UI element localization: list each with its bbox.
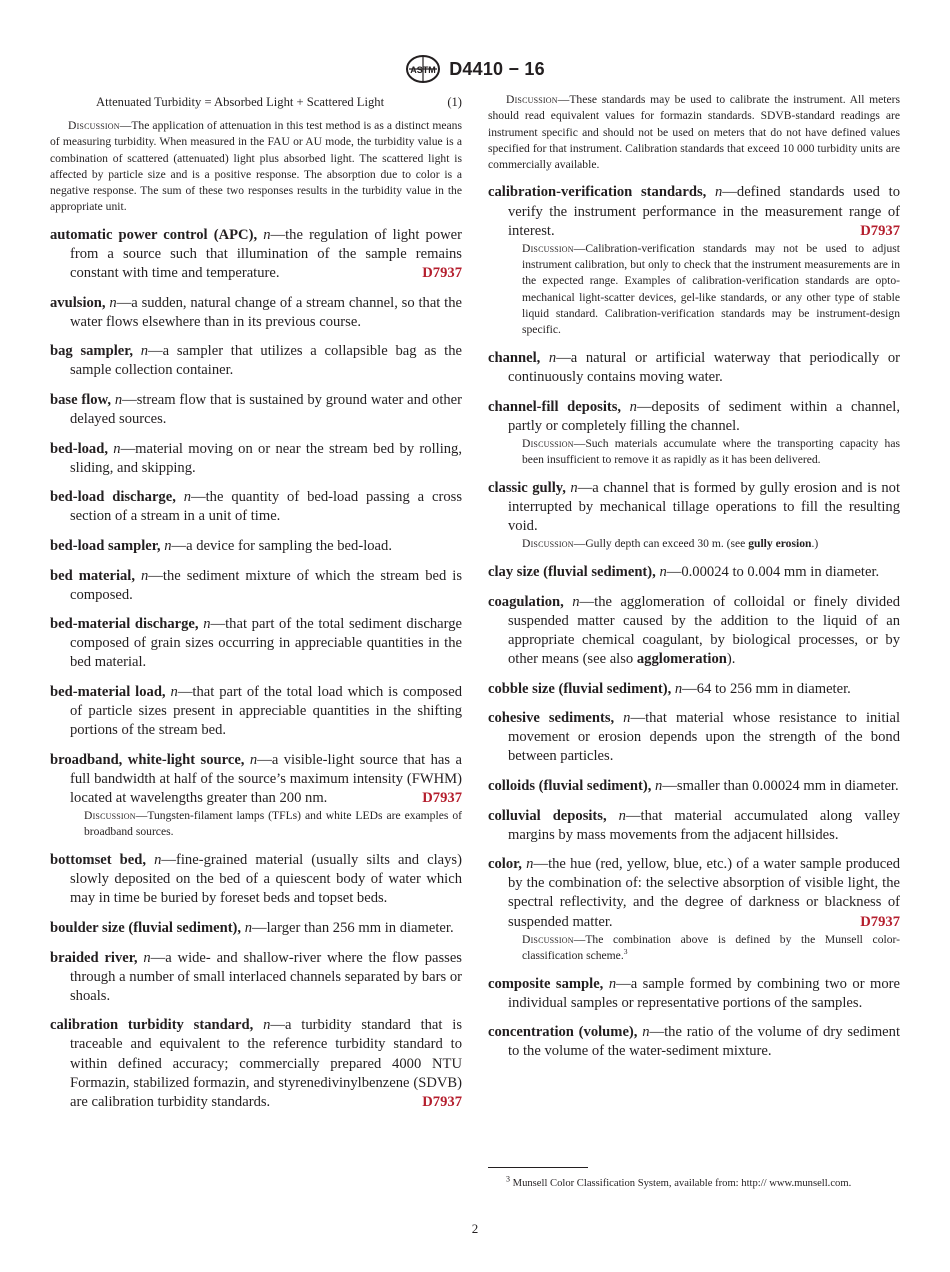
left-column [50, 93, 462, 1122]
part-of-speech: n [655, 777, 663, 794]
definition: —a visible-light source that has a full bandwidth at half of the source’s maximum intensity (FWHM) located at wavelengths greater than 200 nm. [70, 751, 462, 807]
term: cobble size (fluvial sediment), [488, 680, 672, 697]
glossary-entry [488, 183, 900, 240]
right-column [488, 93, 900, 1072]
standard-reference: D7937 [860, 913, 900, 930]
term: broadband, white-light source, [50, 751, 245, 768]
standard-reference: D7937 [422, 1093, 462, 1110]
term: coagulation, [488, 593, 564, 610]
definition: —a turbidity standard that is traceable and equivalent to the reference turbidity standard to within defined accuracy; commercially prepared 4000 NTU Formazin, stabilized formazin, and styrenedivinylbenzene (SDVB) are calibration turbidity standards. [70, 1017, 462, 1110]
discussion-note [488, 932, 900, 965]
glossary-entry [488, 680, 900, 699]
part-of-speech: n [244, 920, 253, 936]
discussion-text-end: .) [811, 537, 819, 551]
part-of-speech: n [249, 751, 258, 768]
definition: —stream flow that is sustained by ground water and other delayed sources. [70, 391, 463, 428]
definition: —the hue (red, yellow, blue, etc.) of a water sample produced by the combination of: the selective absorption of visible light, the spectral reflectivity, and the degree of darkness or blackness of suspended matter. [508, 856, 900, 930]
term: base flow, [50, 391, 111, 408]
part-of-speech: n [659, 564, 667, 581]
discussion-label: Discussion [68, 119, 120, 132]
cross-reference: gully erosion [748, 537, 812, 551]
svg-text:ASTM: ASTM [410, 65, 436, 75]
definition-end: ). [726, 650, 736, 667]
part-of-speech: n [715, 184, 723, 201]
definition: —a sampler that utilizes a collapsible bag as the sample collection container. [70, 343, 462, 379]
definition: —deposits of sediment within a channel, partly or completely filling the channel. [508, 398, 900, 434]
term: automatic power control (APC), [50, 226, 258, 243]
glossary-entry [50, 751, 462, 808]
definition: —a channel that is formed by gully erosion and is not interrupted by mechanical tillage operations to fill the resulting void. [508, 480, 900, 535]
part-of-speech: n [183, 489, 192, 506]
glossary-entry [488, 479, 900, 536]
equation-text: Attenuated Turbidity = Absorbed Light + Scattered Light [96, 95, 385, 109]
glossary-entry [488, 398, 900, 436]
term: bag sampler, [50, 343, 134, 360]
part-of-speech: n [572, 593, 580, 610]
term: channel-fill deposits, [488, 398, 622, 415]
definition: —material moving on or near the stream bed by rolling, sliding, and skipping. [70, 440, 462, 476]
glossary-entry [50, 440, 462, 478]
part-of-speech: n [143, 949, 151, 966]
glossary-entry [50, 294, 462, 332]
definition: —that material whose resistance to initial movement or erosion depends upon the strength of the bond between particles. [508, 710, 901, 765]
glossary-entry [488, 807, 900, 845]
term: cohesive sediments, [488, 710, 615, 727]
part-of-speech: n [203, 616, 211, 633]
page-header [0, 52, 950, 86]
standard-reference: D7937 [422, 790, 462, 807]
page-number: 2 [471, 1221, 479, 1236]
part-of-speech: n [548, 350, 557, 367]
definition: —that part of the total sediment discharge composed of grain sizes occurring in appreciable quantities in the bed material. [70, 616, 462, 671]
definition: —a natural or artificial waterway that periodically or continuously contains moving water. [508, 350, 900, 386]
discussion-note [50, 808, 462, 841]
term: bottomset bed, [50, 852, 147, 869]
glossary-entry [488, 975, 900, 1013]
glossary-entry [50, 949, 462, 1006]
equation-1 [50, 93, 462, 114]
left-term-list [50, 226, 462, 1112]
glossary-entry [50, 537, 462, 556]
discussion-text: —Calibration-verification standards may not be used to adjust instrument calibration, but only to check that the instrument measurements are in the expected range. Examples of calibration-verification standards are opto-mechanical light-scatter devices, gel-like standards, or any other type of stable liquid standard. Calibration-verification standards may be instrument-design specific. [522, 241, 900, 337]
part-of-speech: n [629, 398, 637, 415]
right-term-list [488, 183, 900, 1061]
part-of-speech: n [570, 480, 578, 497]
part-of-speech: n [140, 343, 149, 360]
part-of-speech: n [618, 807, 626, 824]
term: channel, [488, 350, 541, 367]
discussion-attenuation: Discussion—The application of attenuation in this test method is as a distinct means of measuring turbidity. When measured in the FAU or AU mode, the turbidity value is a combination of scattered (attenuated) light plus absorbed light. The scattered light is affected by particle size and is a positive response. The absorption due to color is a negative response. The sum of these two responses results in the turbidity value in the appropriate unit. [50, 119, 462, 214]
part-of-speech: n [164, 538, 172, 554]
discussion-standards: Discussion—These standards may be used to calibrate the instrument. All meters should read equivalent values for formazin standards. SDVB-standard readings are instrument specific and should not be used on meters that do not have defined values specified for that instrument. Calibration standards that exceed 10 000 turbidity units are commercially available. [488, 93, 900, 172]
part-of-speech: n [114, 391, 123, 408]
discussion-text: —Such materials accumulate where the transporting capacity has been insufficient to remove it as rapidly as it has been delivered. [522, 436, 900, 467]
cross-reference: agglomeration [636, 650, 727, 667]
discussion-note [488, 536, 900, 552]
part-of-speech: n [526, 856, 534, 873]
discussion-label: Discussion [506, 93, 558, 106]
definition: —a sudden, natural change of a stream channel, so that the water flows elsewhere than in its previous course. [70, 294, 463, 330]
term: bed-load sampler, [50, 538, 161, 554]
glossary-entry [50, 615, 462, 672]
part-of-speech: n [113, 440, 121, 457]
term: calibration-verification standards, [488, 184, 707, 201]
term: clay size (fluvial sediment), [488, 564, 656, 581]
part-of-speech: n [674, 680, 683, 697]
glossary-entry [50, 567, 462, 605]
part-of-speech: n [154, 852, 162, 869]
term: composite sample, [488, 975, 604, 992]
part-of-speech: n [263, 1017, 271, 1034]
astm-logo-icon [405, 54, 441, 84]
term: bed-material discharge, [50, 616, 199, 633]
part-of-speech: n [141, 567, 149, 584]
part-of-speech: n [623, 710, 631, 727]
definition: —a wide- and shallow-river where the flow passes through a number of small interlaced channels separated by bars or shoals. [70, 949, 462, 1004]
footnote-mark: 3 [623, 947, 628, 957]
term: bed-load, [50, 440, 108, 457]
glossary-entry [50, 488, 462, 526]
part-of-speech: n [263, 226, 271, 243]
glossary-entry [488, 1023, 900, 1061]
footnote: $^3$ Munsell Color Classification System, available from: http:// www.munsell.com. [506, 1174, 852, 1189]
definition: —64 to 256 mm in diameter. [682, 680, 851, 697]
glossary-entry [488, 349, 900, 387]
definition: —0.00024 to 0.004 mm in diameter. [666, 564, 880, 581]
part-of-speech: n [608, 975, 617, 992]
term: avulsion, [50, 294, 106, 311]
definition: —defined standards used to verify the instrument performance in the measurement range of interest. [508, 184, 900, 239]
term: braided river, [50, 949, 138, 966]
glossary-entry [50, 391, 462, 429]
discussion-note [488, 436, 900, 469]
glossary-entry [488, 563, 900, 582]
discussion-note [488, 241, 900, 339]
glossary-entry [50, 851, 462, 908]
standard-reference: D7937 [860, 222, 900, 239]
term: bed-material load, [50, 684, 166, 701]
definition: —the quantity of bed-load passing a cross section of a stream in a unit of time. [70, 489, 462, 525]
document-id: D4410 − 16 [449, 58, 545, 79]
term: color, [488, 856, 522, 873]
discussion-label: Discussion [522, 537, 574, 551]
glossary-entry [488, 777, 900, 796]
glossary-entry [488, 855, 900, 931]
definition: —that part of the total load which is composed of particle sizes present in appreciable quantities in the shifting portions of the stream bed. [70, 684, 463, 739]
definition: —the ratio of the volume of dry sediment to the volume of the water-sediment mixture. [508, 1024, 901, 1060]
term: colluvial deposits, [488, 807, 607, 824]
discussion-label: Discussion [84, 809, 136, 823]
glossary-entry [50, 342, 462, 380]
glossary-entry [50, 919, 462, 938]
equation-number: (1) [447, 95, 462, 109]
part-of-speech: n [170, 684, 178, 701]
glossary-entry [488, 709, 900, 766]
glossary-entry [488, 593, 900, 669]
term: calibration turbidity standard, [50, 1017, 254, 1034]
standard-reference: D7937 [422, 264, 462, 281]
definition: —the agglomeration of colloidal or finely divided suspended matter caused by the addition to the liquid of an appropriate chemical coagulant, by biological processes, or by other means (see also [508, 593, 901, 667]
glossary-entry [50, 1016, 462, 1111]
definition: —fine-grained material (usually silts and clays) slowly deposited on the bed of a quiescent body of water which may in time be buried by foreset beds and topset beds. [70, 852, 462, 907]
definition: —the sediment mixture of which the stream bed is composed. [70, 567, 462, 603]
term: bed-load discharge, [50, 489, 176, 506]
footnote-rule [488, 1167, 588, 1168]
definition: —that material accumulated along valley margins by mass movements from the adjacent hillsides. [508, 807, 900, 843]
term: boulder size (fluvial sediment), [50, 920, 242, 936]
term: classic gully, [488, 480, 566, 497]
discussion-label: Discussion [522, 241, 574, 255]
term: colloids (fluvial sediment), [488, 777, 652, 794]
definition: —a device for sampling the bed-load. [171, 538, 392, 554]
definition: —the regulation of light power from a source such that illumination of the sample remains constant with time and temperature. [70, 226, 462, 281]
discussion-text: —Tungsten-filament lamps (TFLs) and white LEDs are examples of broadband sources. [84, 809, 462, 839]
part-of-speech: n [642, 1024, 650, 1041]
definition: —smaller than 0.00024 mm in diameter. [662, 777, 899, 794]
discussion-label: Discussion [522, 436, 574, 450]
discussion-label: Discussion [522, 932, 574, 946]
discussion-text: —The combination above is defined by the Munsell color-classification scheme. [522, 932, 900, 962]
definition: —a sample formed by combining two or more individual samples or representative portions of the samples. [508, 975, 901, 1011]
glossary-entry [50, 683, 462, 740]
term: concentration (volume), [488, 1024, 638, 1041]
discussion-text: —Gully depth can exceed 30 m. (see [573, 537, 749, 551]
term: bed material, [50, 567, 136, 584]
part-of-speech: n [109, 294, 117, 311]
definition: —larger than 256 mm in diameter. [252, 920, 454, 936]
glossary-entry [50, 226, 462, 283]
